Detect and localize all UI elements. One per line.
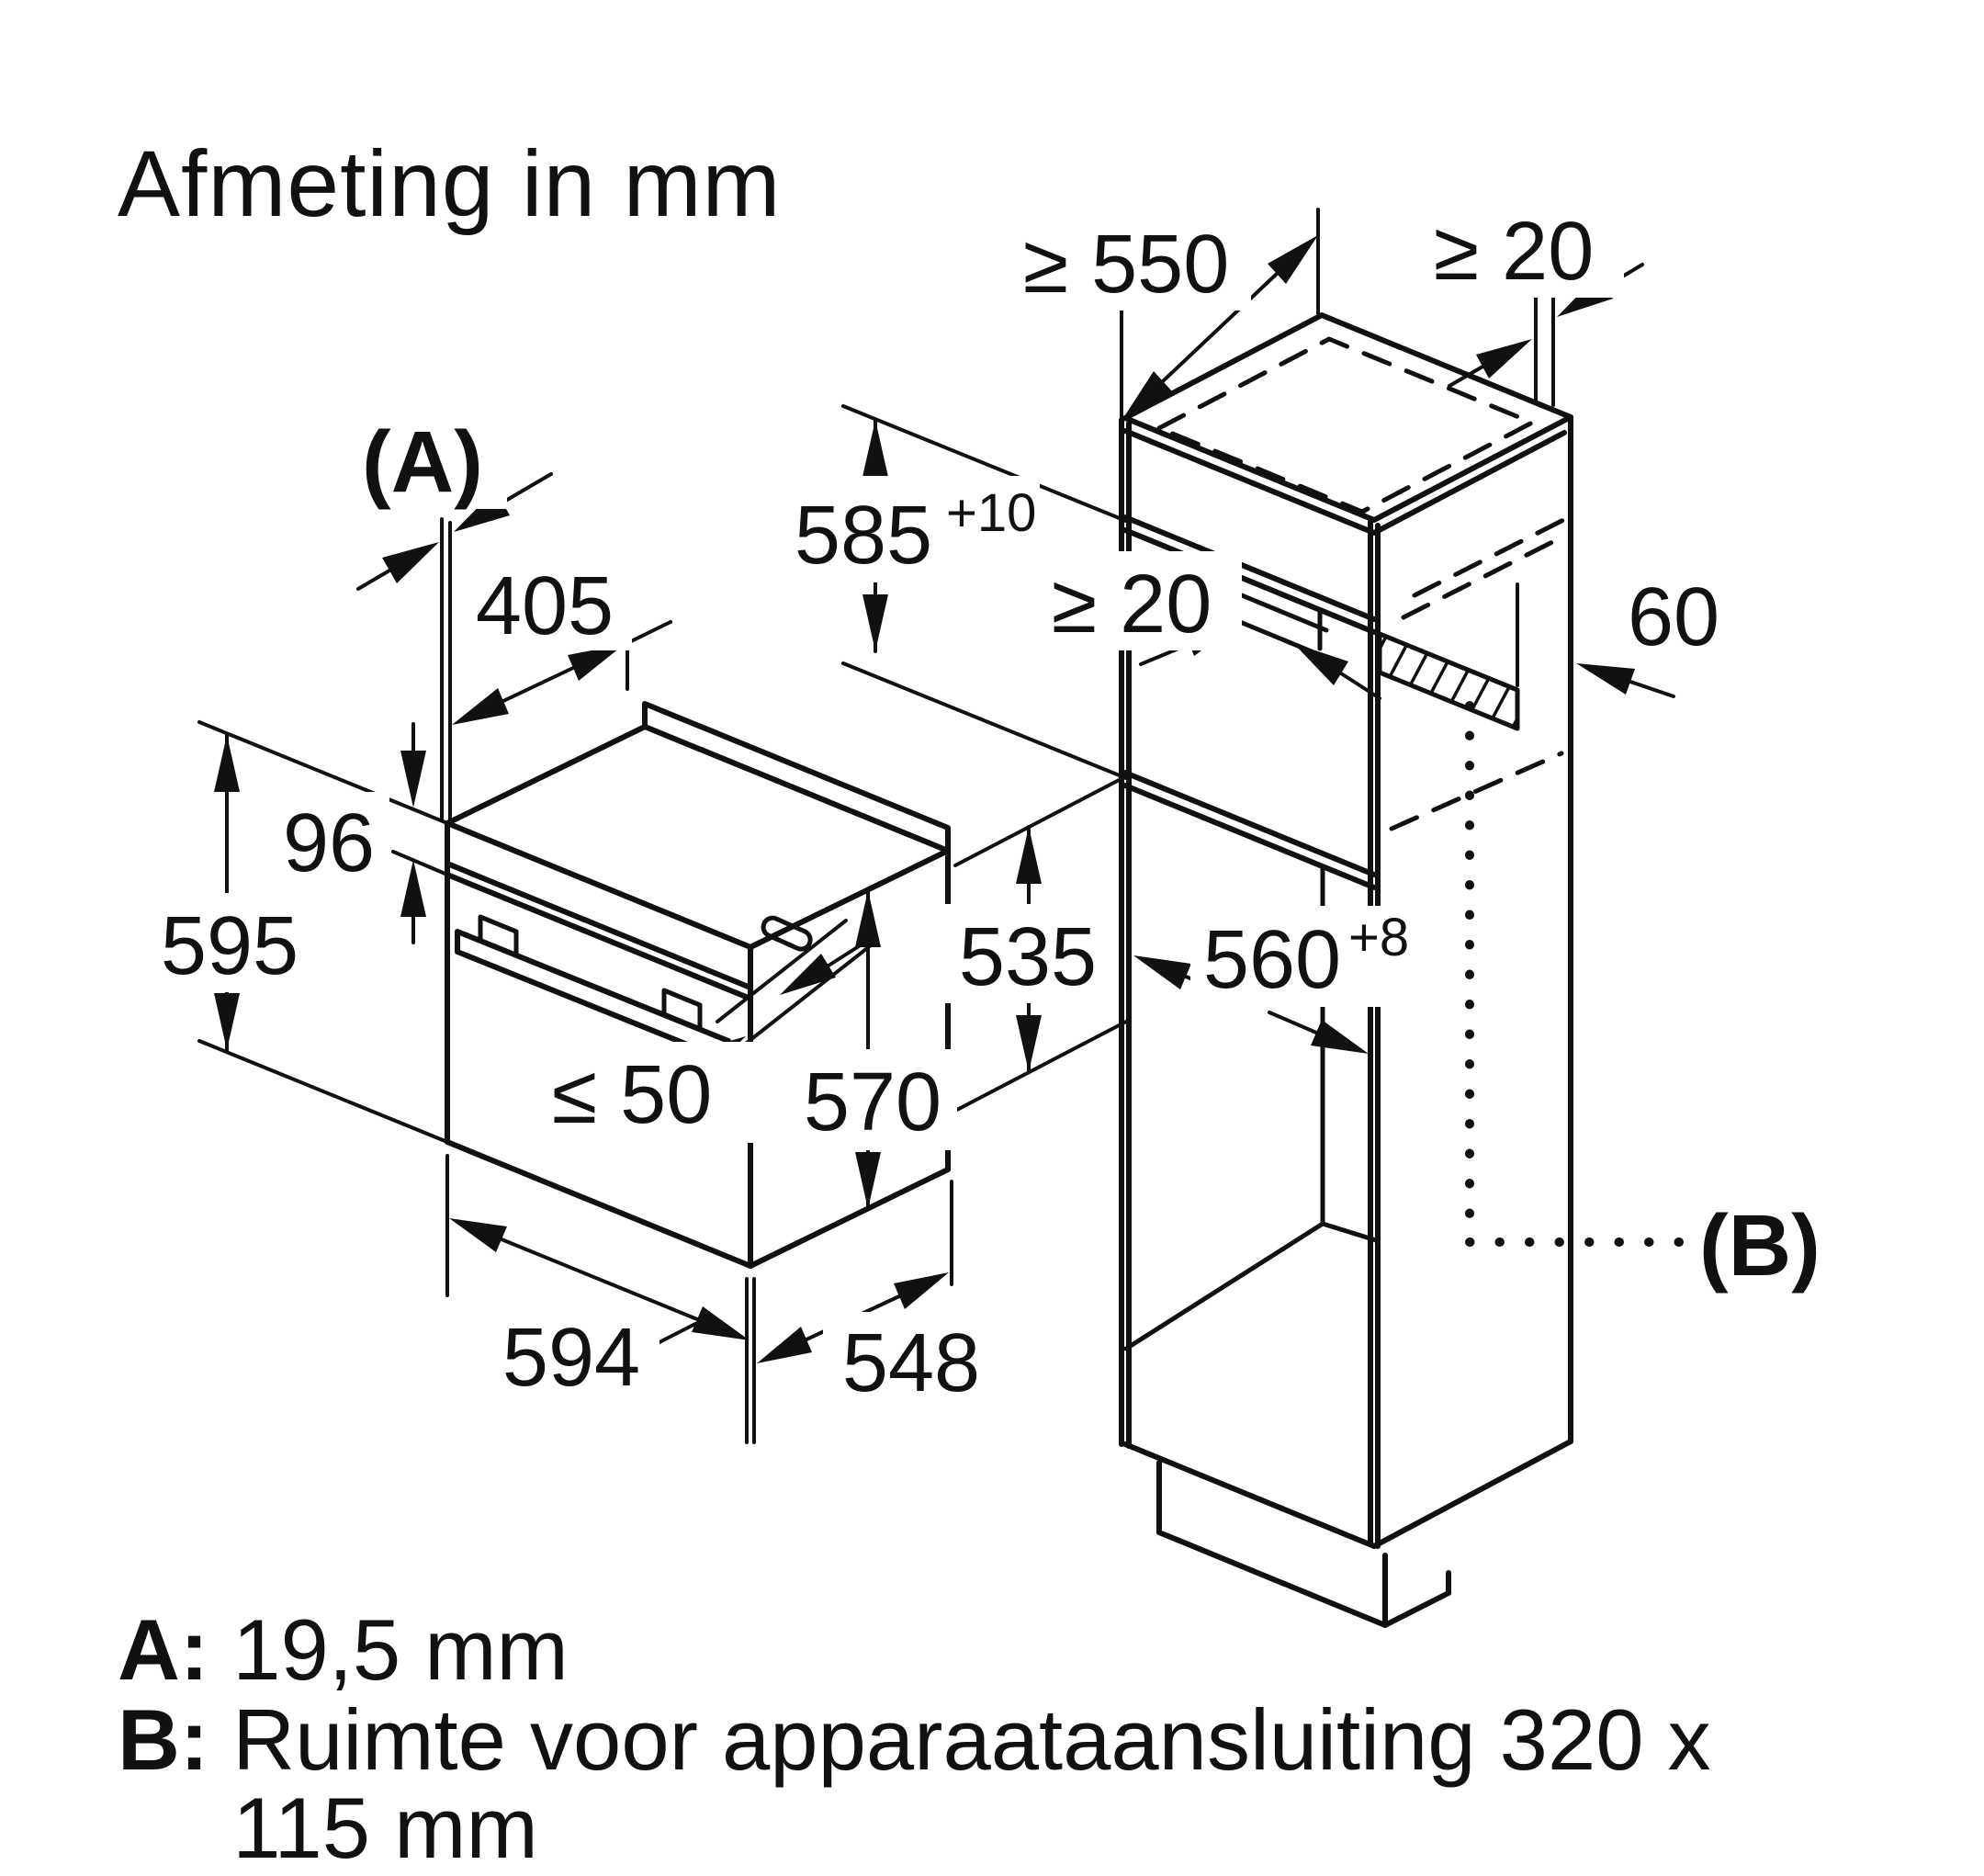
legend-key-a: A:	[118, 1601, 209, 1698]
label-oven-570: 570	[803, 1057, 942, 1148]
label-cabinet-535: 535	[958, 911, 1098, 1003]
dim-cabinet-60	[1576, 663, 1674, 696]
label-cabinet-20-top: ≥ 20	[1433, 206, 1595, 298]
label-oven-frame-a: (A)	[362, 413, 483, 511]
label-cabinet-585-tolerance: +10	[946, 483, 1037, 543]
label-cabinet-550: ≥ 550	[1022, 219, 1230, 311]
label-oven-handle-50: ≤ 50	[551, 1049, 713, 1141]
legend-value-b-line1: Ruimte voor apparaataansluiting 320 x	[232, 1690, 1711, 1788]
legend-item-b	[118, 1690, 1711, 1876]
legend-item-a	[118, 1601, 1711, 1698]
legend-value-a: 19,5 mm	[232, 1601, 569, 1698]
legend-value-b-line2: 115 mm	[232, 1779, 538, 1876]
dim-oven-96	[393, 724, 447, 943]
label-cabinet-20-mid: ≥ 20	[1051, 559, 1212, 650]
label-oven-594: 594	[502, 1312, 641, 1404]
cabinet-shelf-middle	[1125, 773, 1374, 887]
label-cabinet-560: 560	[1202, 914, 1342, 1006]
legend	[118, 1601, 1711, 1876]
label-cabinet-585: 585	[794, 490, 933, 582]
page-title: Afmeting in mm	[118, 131, 782, 236]
legend-value-b	[232, 1690, 1711, 1876]
label-cabinet-b: (B)	[1699, 1197, 1821, 1294]
label-oven-548: 548	[841, 1317, 981, 1409]
label-cabinet-560-tolerance: +8	[1348, 908, 1410, 967]
dim-cabinet-b-dotted	[1470, 706, 1697, 1242]
label-oven-96: 96	[282, 797, 376, 889]
label-oven-405: 405	[475, 560, 614, 652]
cabinet-plinth	[1159, 1463, 1449, 1625]
label-backgrounds	[149, 198, 1743, 1409]
label-oven-595: 595	[160, 900, 299, 992]
vent-board-hatched	[1380, 634, 1517, 729]
label-cabinet-60: 60	[1627, 571, 1720, 663]
legend-key-b: B:	[118, 1690, 209, 1788]
